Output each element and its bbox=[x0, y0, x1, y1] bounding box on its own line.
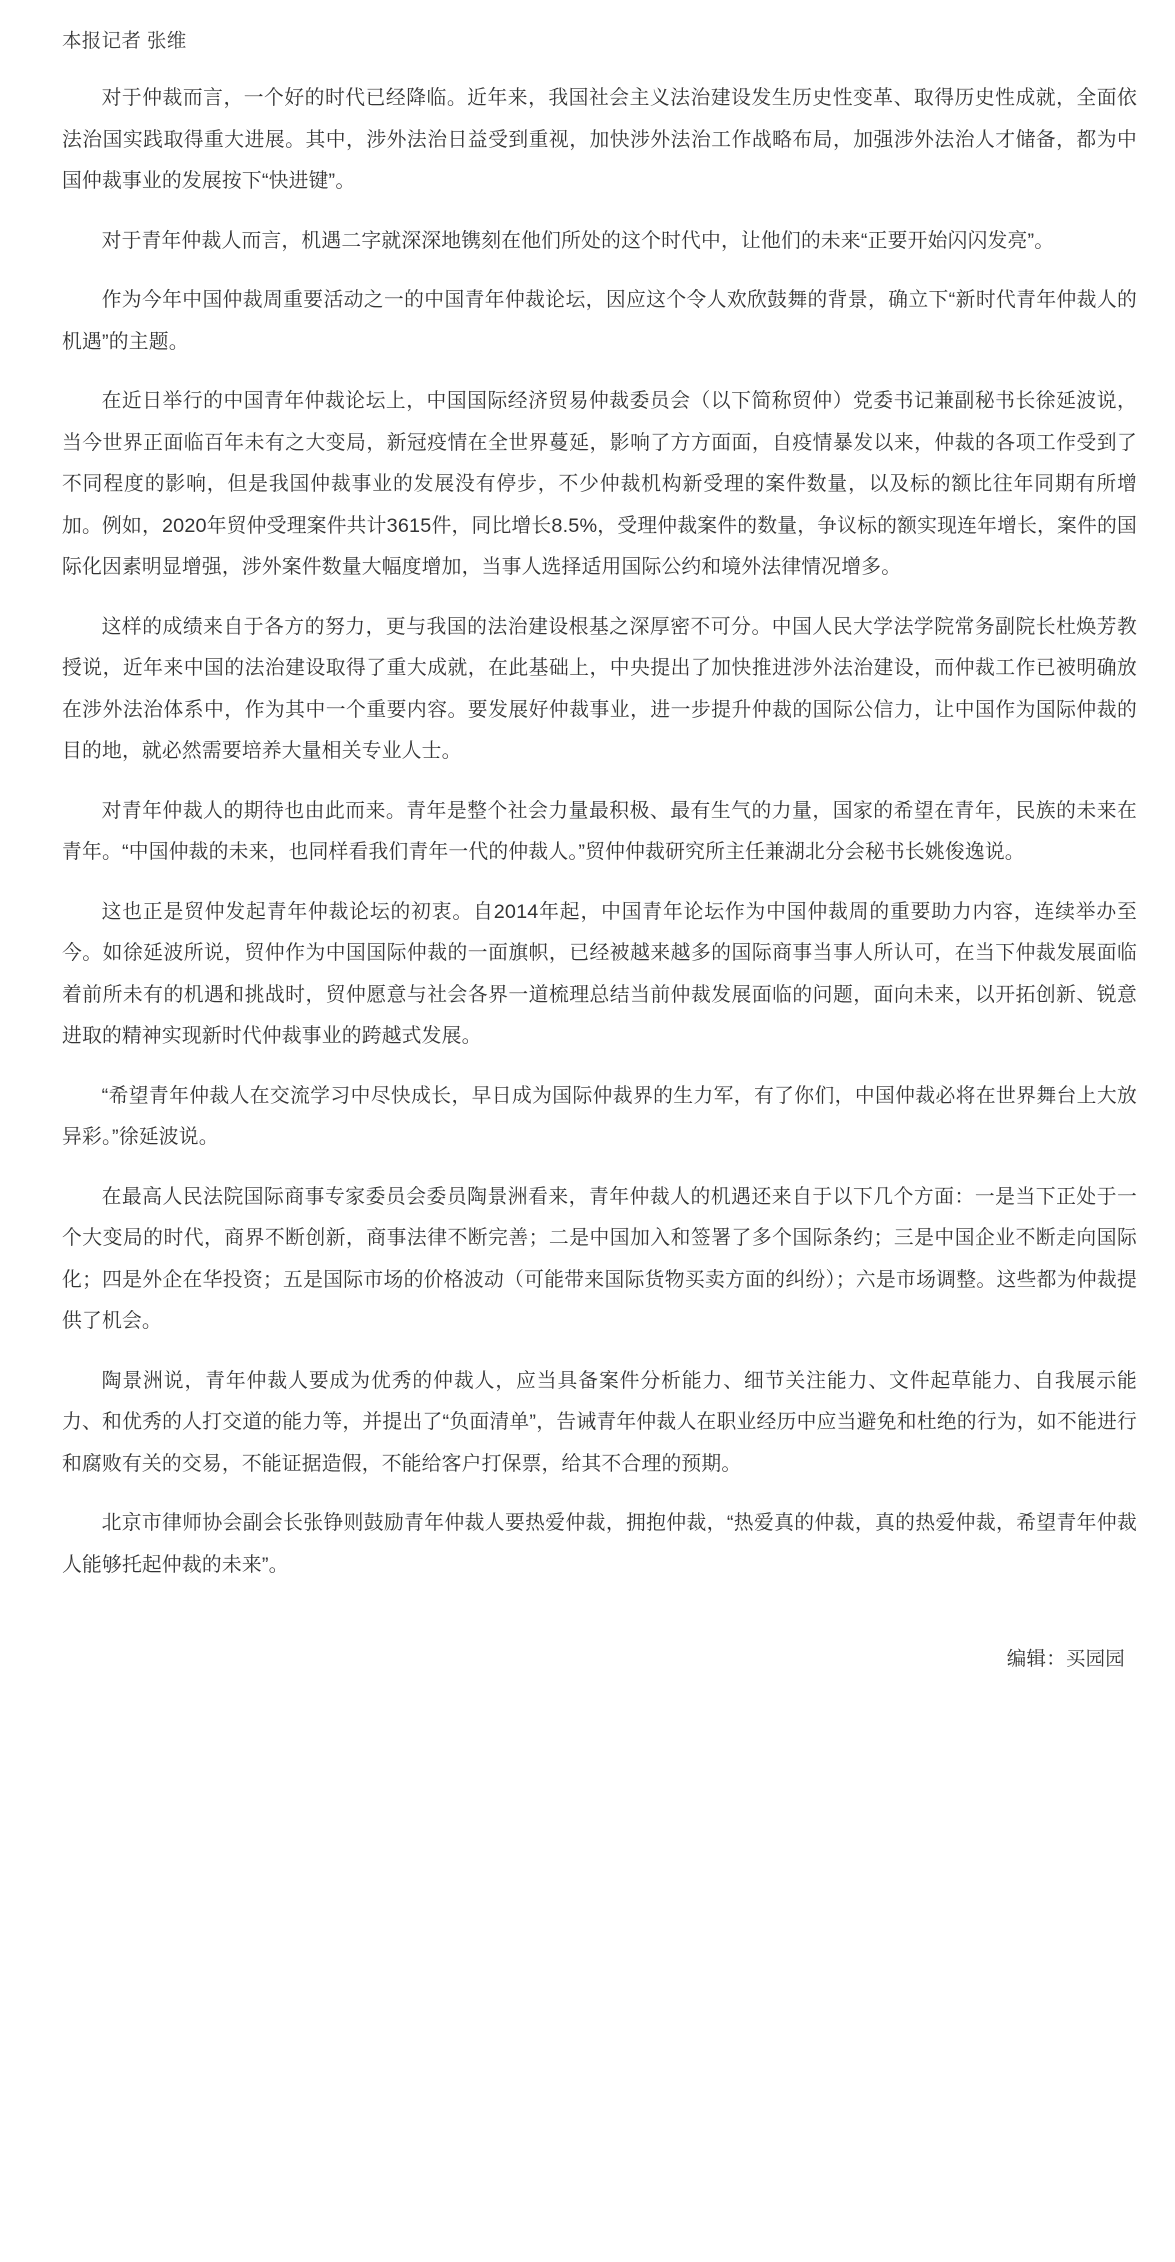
article-paragraph: 在最高人民法院国际商事专家委员会委员陶景洲看来，青年仲裁人的机遇还来自于以下几个方面：一是当下正处于一个大变局的时代，商界不断创新，商事法律不断完善；二是中国加入和签署了多个国际条约；三是中国企业不断走向国际化；四是外企在华投资；五是国际市场的价格波动（可能带来国际货物买卖方面的纠纷）；六是市场调整。这些都为仲裁提供了机会。 bbox=[62, 1185, 1137, 1332]
article-paragraph: 北京市律师协会副会长张铮则鼓励青年仲裁人要热爱仲裁，拥抱仲裁，“热爱真的仲裁，真的热爱仲裁，希望青年仲裁人能够托起仲裁的未来”。 bbox=[62, 1512, 1137, 1576]
article-paragraph: 对青年仲裁人的期待也由此而来。青年是整个社会力量最积极、最有生气的力量，国家的希望在青年，民族的未来在青年。“中国仲裁的未来，也同样看我们青年一代的仲裁人。”贸仲仲裁研究所主任兼湖北分会秘书长姚俊逸说。 bbox=[62, 799, 1137, 863]
article-paragraph: 陶景洲说，青年仲裁人要成为优秀的仲裁人，应当具备案件分析能力、细节关注能力、文件起草能力、自我展示能力、和优秀的人打交道的能力等，并提出了“负面清单”，告诫青年仲裁人在职业经历中应当避免和杜绝的行为，如不能进行和腐败有关的交易，不能证据造假，不能给客户打保票，给其不合理的预期。 bbox=[62, 1369, 1137, 1475]
editor-credit: 编辑：买园园 bbox=[1006, 1648, 1125, 1670]
article-paragraph: 对于青年仲裁人而言，机遇二字就深深地镌刻在他们所处的这个时代中，让他们的未来“正要开始闪闪发亮”。 bbox=[101, 229, 1055, 252]
article-paragraph: 作为今年中国仲裁周重要活动之一的中国青年仲裁论坛，因应这个令人欢欣鼓舞的背景，确立下“新时代青年仲裁人的机遇”的主题。 bbox=[62, 289, 1137, 353]
article-paragraph: 对于仲裁而言，一个好的时代已经降临。近年来，我国社会主义法治建设发生历史性变革、取得历史性成就，全面依法治国实践取得重大进展。其中，涉外法治日益受到重视，加快涉外法治工作战略布局，加强涉外法治人才储备，都为中国仲裁事业的发展按下“快进键”。 bbox=[62, 87, 1137, 192]
article-paragraph: 这样的成绩来自于各方的努力，更与我国的法治建设根基之深厚密不可分。中国人民大学法学院常务副院长杜焕芳教授说，近年来中国的法治建设取得了重大成就，在此基础上，中央提出了加快推进涉外法治建设，而仲裁工作已被明确放在涉外法治体系中，作为其中一个重要内容。要发展好仲裁事业，进一步提升仲裁的国际公信力，让中国作为国际仲裁的目的地，就必然需要培养大量相关专业人士。 bbox=[62, 615, 1137, 762]
article-byline: 本报记者 张维 bbox=[62, 30, 187, 52]
article-paragraph: 在近日举行的中国青年仲裁论坛上，中国国际经济贸易仲裁委员会（以下简称贸仲）党委书记兼副秘书长徐延波说，当今世界正面临百年未有之大变局，新冠疫情在全世界蔓延，影响了方方面面，自疫情暴发以来，仲裁的各项工作受到了不同程度的影响，但是我国仲裁事业的发展没有停步，不少仲裁机构新受理的案件数量，以及标的额比往年同期有所增加。例如，2020年贸仲受理案件共计3615件，同比增长8.5%，受理仲裁案件的数量，争议标的额实现连年增长，案件的国际化因素明显增强，涉外案件数量大幅度增加，当事人选择适用国际公约和境外法律情况增多。 bbox=[62, 390, 1137, 578]
article-body bbox=[62, 78, 1137, 1586]
article-paragraph: 这也正是贸仲发起青年仲裁论坛的初衷。自2014年起，中国青年论坛作为中国仲裁周的重要助力内容，连续举办至今。如徐延波所说，贸仲作为中国国际仲裁的一面旗帜，已经被越来越多的国际商事当事人所认可，在当下仲裁发展面临着前所未有的机遇和挑战时，贸仲愿意与社会各界一道梳理总结当前仲裁发展面临的问题，面向未来，以开拓创新、锐意进取的精神实现新时代仲裁事业的跨越式发展。 bbox=[62, 900, 1137, 1047]
article-paragraph-quote: “希望青年仲裁人在交流学习中尽快成长，早日成为国际仲裁界的生力军，有了你们，中国仲裁必将在世界舞台上大放异彩。”徐延波说。 bbox=[62, 1084, 1137, 1148]
